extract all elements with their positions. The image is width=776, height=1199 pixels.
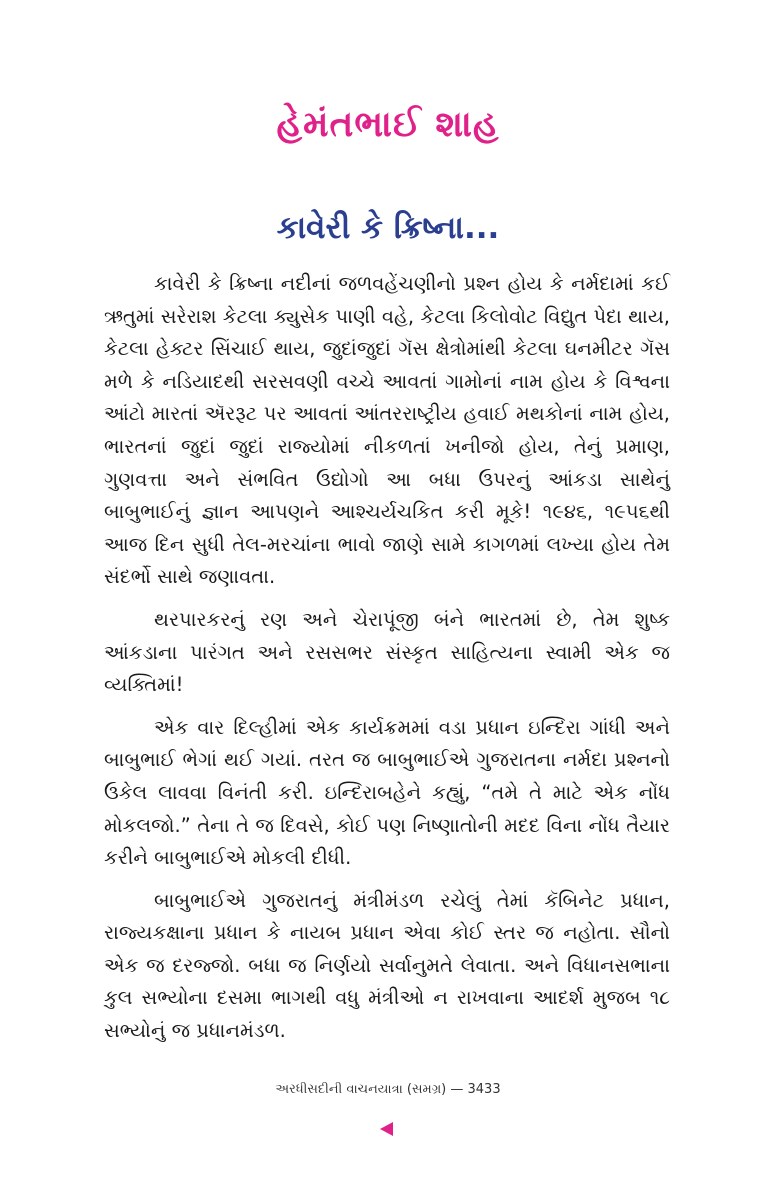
- paragraph: કાવેરી કે ક્રિષ્ના નદીનાં જળવહેંચણીનો પ્રશ્ન હોય કે નર્મદામાં કઈ ઋતુમાં સરેરાશ કેટલા ક્યુસેક પાણી વહે, કેટલા કિલોવોટ વિદ્યુત પેદા થાય, કેટલા હેક્ટર સિંચાઈ થાય, જુદાંજુદાં ગૅસ ક્ષેત્રોમાંથી કેટલા ઘનમીટર ગૅસ મળે કે નડિયાદથી સરસવણી વચ્ચે આવતાં ગામોનાં નામ હોય કે વિશ્વના આંટો મારતાં ઍરરૂટ પર આવતાં આંતરરાષ્ટ્રીય હવાઈ મથકોનાં નામ હોય, ભારતનાં જુદાં જુદાં રાજ્યોમાં નીકળતાં ખનીજો હોય, તેનું પ્રમાણ, ગુણવત્તા અને સંભવિત ઉદ્યોગો આ બધા ઉપરનું આંકડા સાથેનું બાબુભાઈનું જ્ઞાન આપણને આશ્ચર્યચકિત કરી મૂકે! ૧૯૪૬, ૧૯૫૬થી આજ દિન સુધી તેલ-મરચાંના ભાવો જાણે સામે કાગળમાં લખ્યા હોય તેમ સંદર્ભો સાથે જણાવતા.: [104, 272, 670, 589]
- previous-page-arrow-icon[interactable]: [380, 1122, 393, 1136]
- author-name: હેમંતભાઈ શાહ: [276, 104, 500, 145]
- page-footer: અરધીસદીની વાચનયાત્રા (સમગ્ર) — 3433: [275, 1082, 501, 1097]
- article-body: [104, 268, 670, 1058]
- paragraph: બાબુભાઈએ ગુજરાતનું મંત્રીમંડળ રચેલું તેમાં કૅબિનેટ પ્રધાન, રાજ્યકક્ષાના પ્રધાન કે નાયબ પ્રધાન એવા કોઈ સ્તર જ નહોતા. સૌનો એક જ દરજ્જો. બધા જ નિર્ણયો સર્વાનુમતે લેવાતા. અને વિધાનસભાના કુલ સભ્યોના દસમા ભાગથી વધુ મંત્રીઓ ન રાખવાના આદર્શ મુજબ ૧૮ સભ્યોનું જ પ્રધાનમંડળ.: [104, 888, 670, 1043]
- article-title: કાવેરી કે ક્રિષ્ના...: [276, 210, 500, 246]
- paragraph: થરપારકરનું રણ અને ચેરાપૂંજી બંને ભારતમાં છે, તેમ શુષ્ક આંકડાના પારંગત અને રસસભર સંસ્કૃત સાહિત્યના સ્વામી એક જ વ્યક્તિમાં!: [104, 607, 670, 697]
- paragraph: એક વાર દિલ્હીમાં એક કાર્યક્રમમાં વડા પ્રધાન ઇન્દિરા ગાંધી અને બાબુભાઈ ભેગાં થઈ ગયાં. તરત જ બાબુભાઈએ ગુજરાતના નર્મદા પ્રશ્નનો ઉકેલ લાવવા વિનંતી કરી. ઇન્દિરાબહેને કહ્યું, “તમે તે માટે એક નોંધ મોકલજો.” તેના તે જ દિવસે, કોઈ પણ નિષ્ણાતોની મદદ વિના નોંધ તૈયાર કરીને બાબુભાઈએ મોકલી દીધી.: [104, 715, 670, 870]
